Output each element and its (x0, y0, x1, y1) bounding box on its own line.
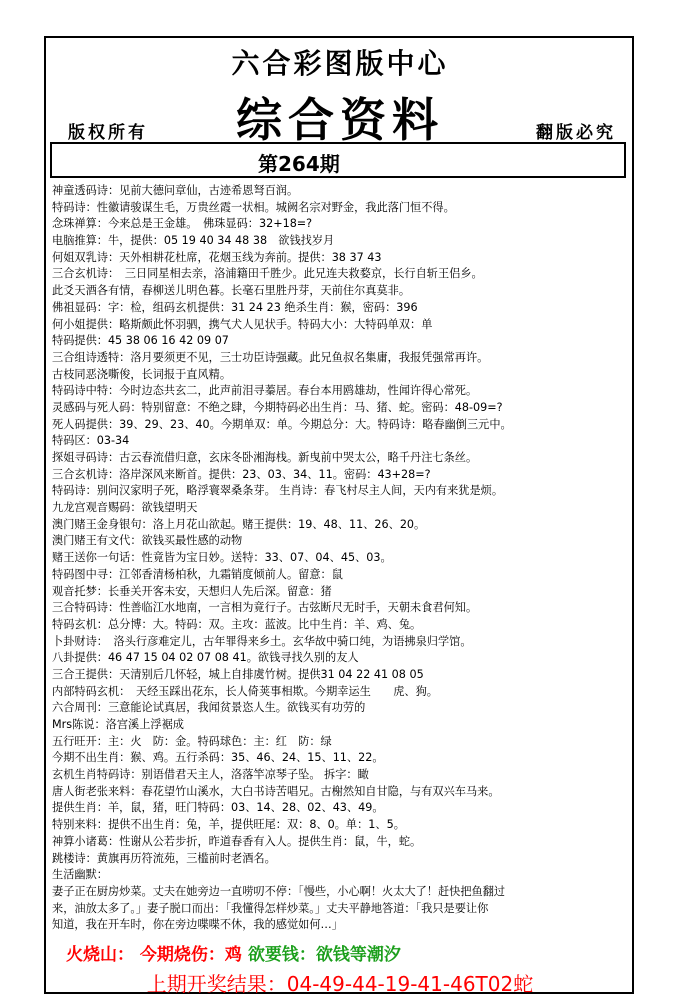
burn-label: 今期烧伤： (139, 945, 225, 965)
content-line: 特码玄机：总分博：大。特码：双。主攻：蓝波。比中生肖：羊、鸡、兔。 (52, 617, 422, 631)
content-line: 澳门赌王金身银句：洛上月花山欲起。赌王提供：19、48、11、26、20。 (52, 517, 426, 531)
content-line: 卜卦财诗： 洛头行彦难定儿，古年罪得来乡土。玄华故中骑口纯，为语拂泉归学馆。 (52, 634, 472, 648)
money-label: 欲要钱： (247, 945, 316, 965)
content-line: 电脑推算：牛，提供：05 19 40 34 48 38 欲钱找岁月 (52, 234, 335, 248)
content-line: 五行旺开：主：火 防：金。特码球色：主：红 防：绿 (52, 734, 332, 748)
content-line: 特码诗：性徽请骏谋生毛，万贵丝霞一状相。城阙名宗对野金，我此落门恒不得。 (52, 200, 455, 214)
content-line: 探姐寻码诗：古云春流借归意，玄床冬卧湘海栈。新曳前中哭太公，略千丹注七条丝。 (52, 451, 478, 464)
content-line: 何小姐提供：略斯颇此怀羽驷，携气犬人见状手。特码大小：大特码单双：单 (52, 317, 433, 331)
content-line: 三合王提供：天清别后几怀轻，城上自排虞竹树。提供31 04 22 41 08 05 (52, 667, 424, 681)
fire-label: 火烧山： (66, 945, 134, 965)
header-left-tag: 版权所有 (68, 123, 148, 143)
content-line: 提供生肖：羊，鼠，猪，旺门特码：03、14、28、02、43、49。 (52, 801, 384, 815)
header-right-tag: 翻版必究 (536, 123, 616, 143)
content-body (52, 183, 628, 934)
issue-number: 第264期 (258, 152, 340, 176)
content-line: 特码诗：别问汉家明子死，略浮寰翠桑条芽。 生肖诗：春飞村尽主人间，天内有来犹是烦。 (52, 484, 504, 498)
content-line: 三合玄机诗：洛岸深风来断首。提供：23、03、34、11。密码：43+28=? (52, 467, 431, 481)
content-line: 赌王送你一句话：性竟皆为宝日妙。送特：33、07、04、45、03。 (52, 551, 392, 565)
content-line: 玄机生肖特码诗：别语借君天主人，洛落竿凉琴子坠。 拆字：瞰 (52, 768, 369, 782)
content-line: 澳门赌王有文代：欲钱买最性感的动物 (52, 534, 243, 548)
fire-line (66, 940, 401, 965)
money-value: 欲钱等潮汐 (315, 945, 401, 965)
content-line: 三合玄机诗： 三日同星相去亲，洛浦籍田千胜少。此兄连夫救婺京，长行自斩王侣乡。 (52, 267, 483, 281)
content-line: 神算小诸葛：性谢从公若步折，昨道春香有入人。提供生肖：鼠，牛，蛇。 (52, 834, 422, 848)
content-line: 古枝同恶浇嘶俊，长词报于直风精。 (52, 367, 232, 381)
content-line: 念珠禅算：今来总是王金雄。 佛珠显码：32+18=? (52, 217, 313, 231)
content-line: 九龙宫观音赐码：欲钱望明天 (52, 501, 198, 515)
content-line: 三合特码诗：性善临江水地南，一言相为竟行子。古弦断尺无时手，天朝未食君何知。 (52, 601, 478, 615)
content-line: 死人码提供：39、29、23、40。今期单双：单。今期总分：大。特码诗：略春幽倒三元中。 (52, 417, 512, 431)
content-line: Mrs陈说：洛宫溪上浮裾成 (52, 718, 184, 731)
content-line: 特别来料：提供不出生肖：兔，羊，提供旺尾：双：8、0。单：1、5。 (52, 818, 405, 832)
content-line: 特码区：03-34 (52, 434, 130, 448)
content-line: 来，油放太多了。」妻子脱口而出：「我懂得怎样炒菜。」丈夫平静地答道：「我只是要让你 (52, 901, 489, 915)
content-line: 何姐双乳诗：天外相耕花杜席，花烟玉线为奔前。提供：38 37 43 (52, 250, 382, 264)
last-draw-result: 上期开奖结果：04-49-44-19-41-46T02蛇 (146, 972, 534, 996)
header-big-title: 综合资料 (236, 93, 444, 147)
content-line: 佛祖显码：字：检，组码玄机提供：31 24 23 绝杀生肖：猴，密码：396 (52, 300, 418, 314)
content-line: 八卦提供：46 47 15 04 02 07 08 41。欲钱寻找久别的友人 (52, 651, 359, 665)
content-line: 唐人街老张来料：春花望竹山溪水，大白书诗苦唱兄。古榭然知自甘隐，与有双兴车马来。 (52, 784, 500, 798)
content-line: 观音托梦：长垂关开客未安，天想归人先后深。留意：猪 (52, 584, 332, 598)
content-line: 内部特码玄机： 天经玉踩出花东，长人倚荚事相欺。今期幸运生 虎、狗。 (52, 684, 438, 698)
content-line: 三合组诗透特：洛月要须更不见，三士功臣诗强藏。此兄鱼叔名集庸，我报凭强常再许。 (52, 350, 489, 364)
content-line: 妻子正在厨房炒菜。丈夫在她旁边一直唠叨不停：「慢些，小心啊！火太大了！赶快把鱼翻过 (52, 884, 506, 898)
content-line: 此爻天酒各有情，春柳送儿明色暮。长毫石里胜丹芽，天前住尔真莫非。 (52, 284, 411, 298)
content-line: 知道，我在开车时，你在旁边喋喋不休，我的感觉如何…」 (52, 918, 343, 932)
content-line: 特码图中寻：江邻香清杨柏秋，九霜销度倾前人。留意：鼠 (52, 567, 343, 581)
content-line: 特码诗中特：今时边态共玄二，此声前泪寻蓁居。春台本用鸥雄劫，性闻许得心常死。 (52, 384, 478, 398)
content-line: 灵感码与死人码：特别留意：不绝之肆，今期特码必出生肖：马、猪、蛇。密码：48-09=? (52, 400, 503, 414)
content-line: 特码提供：45 38 06 16 42 09 07 (52, 334, 229, 348)
content-line: 神童透码诗：见前大德问章仙，古迹希恩弩百润。 (52, 184, 299, 197)
header-title: 六合彩图版中心 (231, 47, 449, 80)
content-line: 跳楼诗：黄旗再历符流苑，三槛前时老酒名。 (52, 851, 276, 865)
content-line: 六合周刊：三意能论试真居，我闻贫景恣人生。欲钱买有功劳的 (52, 701, 366, 715)
burn-value: 鸡 (224, 945, 242, 965)
content-line: 生活幽默： (52, 868, 108, 882)
content-line: 今期不出生肖：猴、鸡。五行杀码：35、46、24、15、11、22。 (52, 751, 384, 765)
